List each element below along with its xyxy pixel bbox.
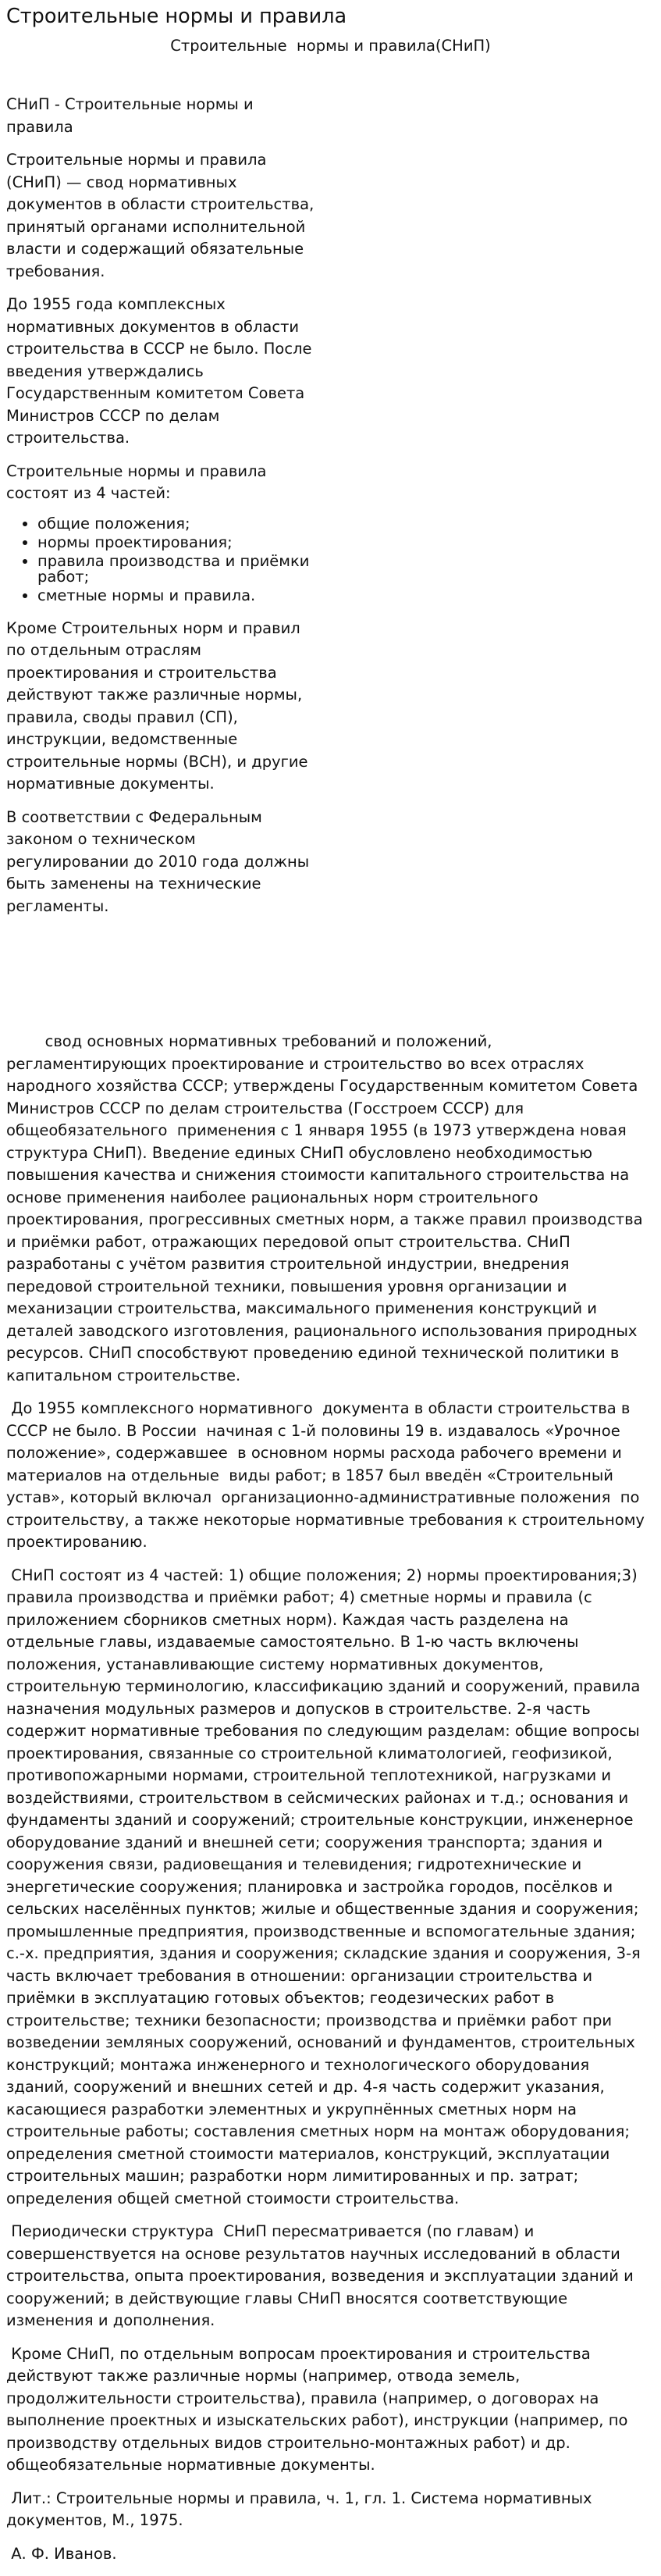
sidebar-definition: Строительные нормы и правила (СНиП) — свод нормативных документов в области строительства, принятый органами исполнительной власти и содержащий обязательные требования. [6,151,315,280]
article-paragraph-history: До 1955 комплексного нормативного документа в области строительства в СССР не было. В России начиная с 1-й половины 19 в. издавалось «Урочное положение», содержавшее в основном нормы расхода рабочего времени и материалов на отдельные виды работ; в 1857 был введён «Строительный устав», который включал организационно-административные положения по строительству, а также некоторые нормативные требования к строительному проектированию. [6,1399,655,1551]
list-item: • сметные нормы и правила. [37,588,318,607]
sidebar-federal-law: В соответствии с Федеральным законом о техническом регулировании до 2010 года должны быть заменены на технические регламенты. [6,807,310,915]
main-article [6,1031,654,2576]
article-reference: Лит.: Строительные нормы и правила, ч. 1, гл. 1. Система нормативных документов, М., 1975. [6,2489,597,2529]
sidebar-heading: СНиП - Строительные нормы и правила [6,95,254,136]
sidebar-parts-intro: Строительные нормы и правила состоят из 4 частей: [6,461,267,502]
sidebar-parts-list [6,516,318,607]
page-subtitle: Строительные нормы и правила(СНиП) [170,37,491,55]
page-title: Строительные нормы и правила [6,5,347,28]
article-paragraph-revision: Периодически структура СНиП пересматривается (по главам) и совершенствуется на основе результатов научных исследований в области строительства, опыта проектирования, возведения и эксплуатации зданий и сооружений; в действующие главы СНиП вносятся соответствующие изменения и дополнения. [6,2222,639,2329]
list-item: • нормы проектирования; [37,535,318,554]
article-author: А. Ф. Иванов. [6,2544,117,2563]
list-item: • правила производства и приёмки работ; [37,554,318,588]
article-paragraph-other-norms: Кроме СНиП, по отдельным вопросам проектирования и строительства действуют также различные нормы (например, отвода земель, продолжительности строительства), правила (например, о договорах на выполнение проектных и изыскательских работ), инструкции (например, по производству отдельных видов строительно-монтажных работ) и др. общеобязательные нормативные документы. [6,2344,633,2474]
list-item: • общие положения; [37,516,318,535]
sidebar-other-norms: Кроме Строительных норм и правил по отдельным отраслям проектирования и строительства действуют также различные нормы, правила, своды правил (СП), инструкции, ведомственные строительные нормы (ВСН), и другие нормативные документы. [6,618,308,793]
article-paragraph-definition: свод основных нормативных требований и положений, регламентирующих проектирование и строительство во всех отраслях народного хозяйства СССР; утверждены Государственным комитетом Совета Министров СССР по делам строительства (Госстроем СССР) для общеобязательного применения с 1 января 1955 (в 1973 утверждена новая структура СНиП). Введение единых СНиП обусловлено необходимостью повышения качества и снижения стоимости капитального строительства на основе применения наиболее рациональных норм строительного проектирования, прогрессивных сметных норм, а также правил производства и приёмки работ, отражающих передовой опыт строительства. СНиП разработаны с учётом развития строительной индустрии, внедрения передовой строительной техники, повышения уровня организации и механизации строительства, максимального применения конструкций и деталей заводского изготовления, рационального использования природных ресурсов. СНиП способствуют проведению единой технической политики в капитальном строительстве. [6,1032,648,1384]
article-paragraph-structure: СНиП состоят из 4 частей: 1) общие положения; 2) нормы проектирования;3) правила производства и приёмки работ; 4) сметные нормы и правила (с приложением сборников сметных норм). Каждая часть разделена на отдельные главы, издаваемые самостоятельно. В 1-ю часть включены положения, устанавливающие систему нормативных документов, строительную терминологию, классификацию зданий и сооружений, правила назначения модульных размеров и допусков в строительстве. 2-я часть содержит нормативные требования по следующим разделам: общие вопросы проектирования, связанные со строительной климатологией, геофизикой, противопожарными нормами, строительной теплотехникой, нагрузками и воздействиями, строительством в сейсмических районах и т.д.; основания и фундаменты зданий и сооружений; строительные конструкции, инженерное оборудование зданий и внешней сети; сооружения транспорта; здания и сооружения связи, радиовещания и телевидения; гидротехнические и энергетические сооружения; планировка и застройка городов, посёлков и сельских населённых пунктов; жилые и общественные здания и сооружения; промышленные предприятия, производственные и вспомогательные здания; с.-х. предприятия, здания и сооружения; складские здания и сооружения, 3-я часть включает требования в отношении: организации строительства и приёмки в эксплуатацию готовых объектов; геодезических работ в строительстве; техники безопасности; производства и приёмки работ при возведении земляных сооружений, оснований и фундаментов, строительных конструкций; монтажа инженерного и технологического оборудования зданий, сооружений и внешних сетей и др. 4-я часть содержит указания, касающиеся разработки элементных и укрупнённых сметных норм на строительные работы; составления сметных норм на монтаж оборудования; определения сметной стоимости материалов, конструкций, эксплуатации строительных машин; разработки норм лимитированных и пр. затрат; определения общей сметной стоимости строительства. [6,1566,645,2207]
sidebar-summary [6,94,318,928]
sidebar-history: До 1955 года комплексных нормативных документов в области строительства в СССР не было. После введения утверждались Государственным комитетом Совета Министров СССР по делам строительства. [6,295,312,447]
